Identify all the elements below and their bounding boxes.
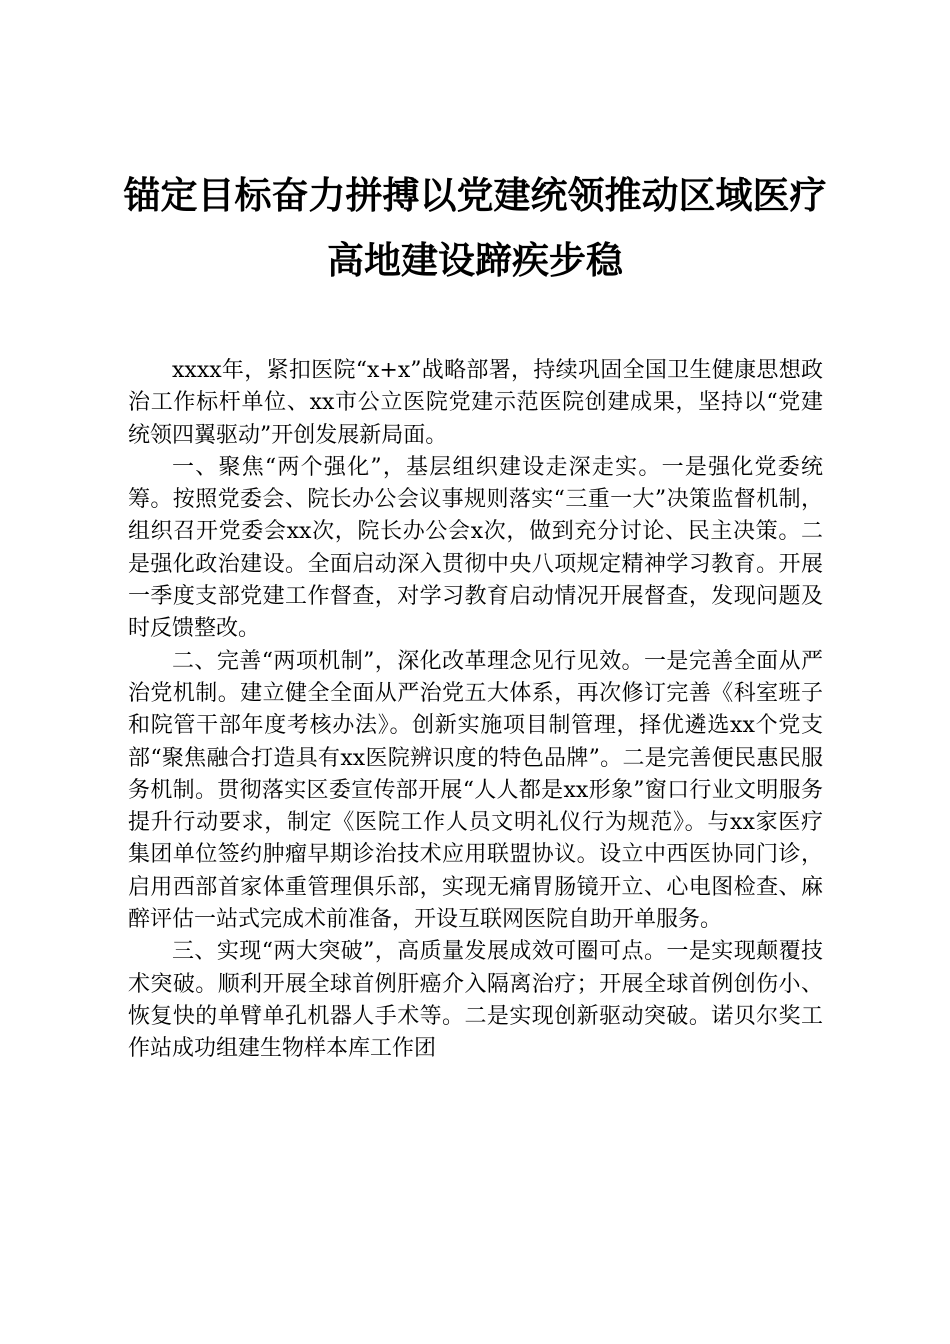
document-body: [128, 355, 823, 1066]
paragraph-section-1: 一、聚焦“两个强化”，基层组织建设走深走实。一是强化党委统筹。按照党委会、院长办公会议事规则落实“三重一大”决策监督机制，组织召开党委会xx次，院长办公会x次，做到充分讨论、民主决策。二是强化政治建设。全面启动深入贯彻中央八项规定精神学习教育。开展一季度支部党建工作督查，对学习教育启动情况开展督查，发现问题及时反馈整改。: [128, 454, 823, 642]
document-title: 锚定目标奋力拼搏以党建统领推动区域医疗高地建设蹄疾步稳: [123, 173, 827, 282]
paragraph-section-2: 二、完善“两项机制”，深化改革理念见行见效。一是完善全面从严治党机制。建立健全全面从严治党五大体系，再次修订完善《科室班子和院管干部年度考核办法》。创新实施项目制管理，择优遴选xx个党支部“聚焦融合打造具有xx医院辨识度的特色品牌”。二是完善便民惠民服务机制。贯彻落实区委宣传部开展“人人都是xx形象”窗口行业文明服务提升行动要求，制定《医院工作人员文明礼仪行为规范》。与xx家医疗集团单位签约肿瘤早期诊治技术应用联盟协议。设立中西医协同门诊，启用西部首家体重管理俱乐部，实现无痛胃肠镜开立、心电图检查、麻醉评估一站式完成术前准备，开设互联网医院自助开单服务。: [128, 648, 823, 933]
paragraph-intro: xxxx年，紧扣医院“x+x”战略部署，持续巩固全国卫生健康思想政治工作标杆单位、xx市公立医院党建示范医院创建成果，坚持以“党建统领四翼驱动”开创发展新局面。: [128, 358, 823, 448]
paragraph-section-3: 三、实现“两大突破”，高质量发展成效可圈可点。一是实现颠覆技术突破。顺利开展全球首例肝癌介入隔离治疗；开展全球首例创伤小、恢复快的单臂单孔机器人手术等。二是实现创新驱动突破。诺贝尔奖工作站成功组建生物样本库工作团: [128, 939, 823, 1062]
